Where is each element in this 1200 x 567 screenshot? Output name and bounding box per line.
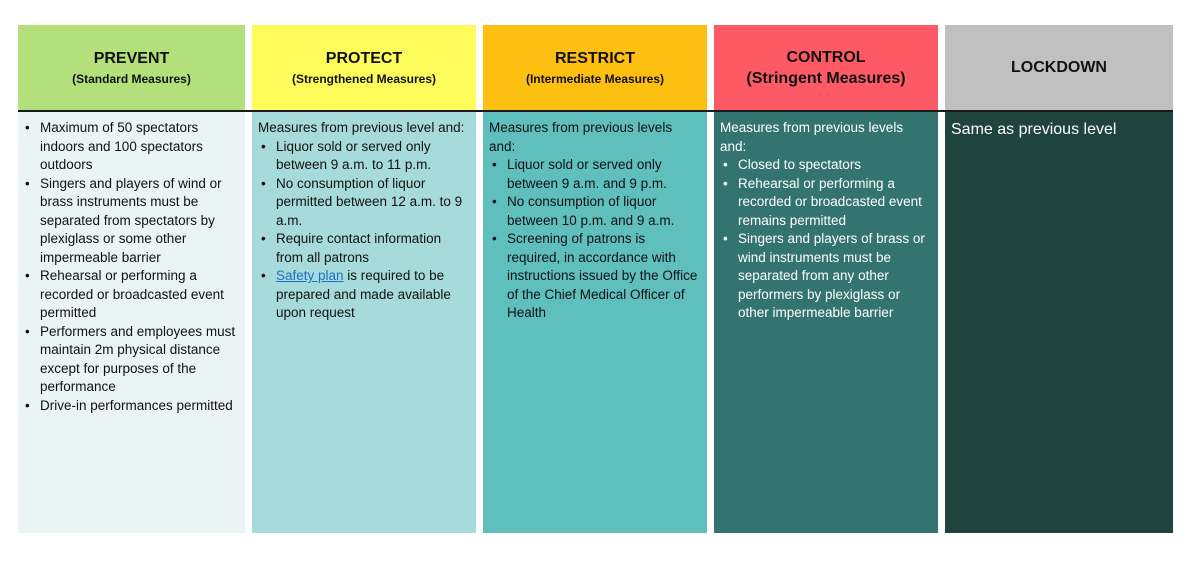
restrict-list (489, 156, 701, 323)
protect-body (252, 112, 476, 533)
list-item: • Rehearsal or performing a recorded or broadcasted event remains permitted (720, 175, 932, 231)
list-item (258, 267, 470, 323)
list-item: • Liquor sold or served only between 9 a.m. to 11 p.m. (258, 138, 470, 175)
control-header (714, 25, 938, 110)
list-item: • Rehearsal or performing a recorded or broadcasted event permitted (22, 267, 239, 323)
header-divider-line (18, 110, 1173, 112)
control-body (714, 112, 938, 533)
restrict-title: RESTRICT (555, 49, 635, 67)
protect-title: PROTECT (325, 49, 403, 67)
control-subtitle: (Stringent Measures) (746, 69, 906, 87)
list-item: • No consumption of liquor permitted between 12 a.m. to 9 a.m. (258, 175, 470, 231)
list-item: • No consumption of liquor between 10 p.m. and 9 a.m. (489, 193, 701, 230)
prevent-subtitle: (Standard Measures) (72, 71, 191, 86)
lockdown-body (945, 112, 1173, 533)
safety-plan-text: is required to be prepared and made available upon request (276, 268, 451, 320)
list-item: • Drive-in performances permitted (22, 397, 239, 416)
list-item: • Closed to spectators (720, 156, 932, 175)
control-title: CONTROL (786, 48, 866, 66)
column-protect (252, 0, 476, 533)
protect-intro: Measures from previous level and: (258, 120, 465, 135)
lockdown-text: Same as previous level (951, 121, 1117, 138)
restrict-intro: Measures from previous levels and: (489, 120, 673, 154)
list-item: • Require contact information from all patrons (258, 230, 470, 267)
prevent-list (22, 119, 239, 415)
control-list (720, 156, 932, 323)
prevent-header (18, 25, 245, 110)
list-item: • Singers and players of brass or wind instruments must be separated from any other performers by plexiglass or other impermeable barrier (720, 230, 932, 323)
lockdown-header (945, 25, 1173, 110)
list-item: • Screening of patrons is required, in accordance with instructions issued by the Office of the Chief Medical Officer of Health (489, 230, 701, 323)
restrict-subtitle: (Intermediate Measures) (525, 71, 665, 86)
list-item: • Performers and employees must maintain 2m physical distance except for purposes of the performance (22, 323, 239, 397)
protect-subtitle: (Strengthened Measures) (291, 71, 437, 86)
prevent-body (18, 112, 245, 533)
prevent-title: PREVENT (93, 49, 170, 67)
control-intro: Measures from previous levels and: (720, 120, 904, 154)
restrict-body (483, 112, 707, 533)
lockdown-title: LOCKDOWN (1011, 59, 1107, 76)
list-item: • Maximum of 50 spectators indoors and 100 spectators outdoors (22, 119, 239, 175)
list-item: • Liquor sold or served only between 9 a.m. and 9 p.m. (489, 156, 701, 193)
restrict-header (483, 25, 707, 110)
column-control (714, 0, 938, 533)
safety-plan-link[interactable]: Safety plan (276, 268, 344, 283)
column-restrict (483, 0, 707, 533)
list-item: • Singers and players of wind or brass instruments must be separated from spectators by plexiglass or some other impermeable barrier (22, 175, 239, 268)
column-lockdown (945, 0, 1173, 533)
protect-list (258, 138, 470, 323)
protect-header (252, 25, 476, 110)
column-prevent (18, 0, 245, 533)
